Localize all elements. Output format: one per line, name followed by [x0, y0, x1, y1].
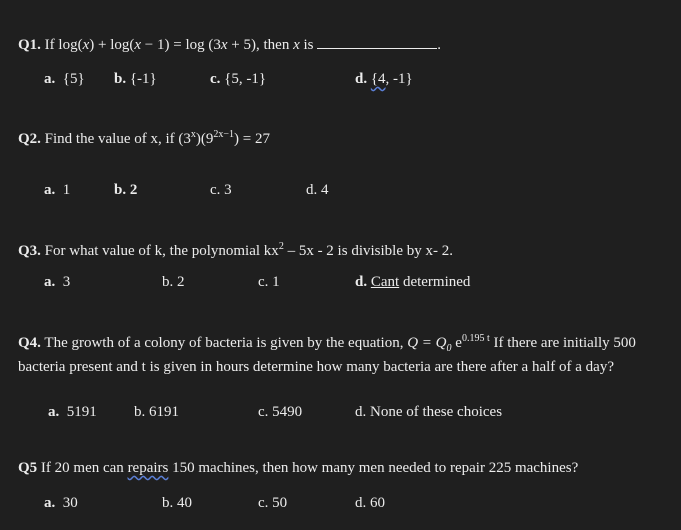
- question-4: Q4. The growth of a colony of bacteria is given by the equation, $Q = Q_0$ $e^{0.195 t}$ If there are initially 500 bacteria present and t is given in hours determine how many bacteria are there after a half of a day?: [18, 333, 636, 375]
- q3-option-b: b. 2: [162, 274, 185, 290]
- q2-option-a: a. 1: [44, 182, 71, 198]
- question-3: Q3. For what value of k, the polynomial $kx^2 - 5x - 2$ is divisible by x- 2.: [18, 241, 453, 259]
- q3-option-d: d. Cant determined: [355, 274, 471, 290]
- question-4-label: Q4.: [18, 335, 41, 351]
- q4-option-d: d. None of these choices: [355, 404, 503, 420]
- q2-option-d: d. 4: [306, 182, 329, 198]
- q3-option-a: a. 3: [44, 274, 71, 290]
- q4-option-c: c. 5490: [258, 404, 303, 420]
- q1-option-c: c. {5, -1}: [210, 71, 267, 87]
- q1-option-a: a. {5}: [44, 71, 85, 87]
- q5-option-c: c. 50: [258, 495, 288, 511]
- question-1: Q1. If log(x) + log(x − 1) = log (3x + 5), then x is .: [18, 37, 442, 53]
- q1-option-d: d. {4, -1}: [355, 71, 413, 87]
- q1-option-b: b. {-1}: [114, 71, 157, 87]
- question-1-label: Q1.: [18, 37, 41, 53]
- q5-option-b: b. 40: [162, 495, 192, 511]
- question-3-label: Q3.: [18, 243, 41, 259]
- question-2-label: Q2.: [18, 131, 41, 147]
- q2-option-c: c. 3: [210, 182, 232, 198]
- q5-option-a: a. 30: [44, 495, 78, 511]
- question-2: Q2. Find the value of x, if $(3^x)(9^{2x-1}) = 27$: [18, 129, 271, 147]
- q4-option-b: b. 6191: [134, 404, 179, 420]
- question-5-label: Q5: [18, 460, 38, 476]
- q3-option-c: c. 1: [258, 274, 280, 290]
- q5-option-d: d. 60: [355, 495, 385, 511]
- q2-option-b: b. 2: [114, 182, 138, 198]
- answer-blank: [317, 36, 437, 49]
- q4-option-a: a. 5191: [48, 404, 97, 420]
- question-5: Q5 If 20 men can repairs 150 machines, then how many men needed to repair 225 machines?: [18, 460, 579, 476]
